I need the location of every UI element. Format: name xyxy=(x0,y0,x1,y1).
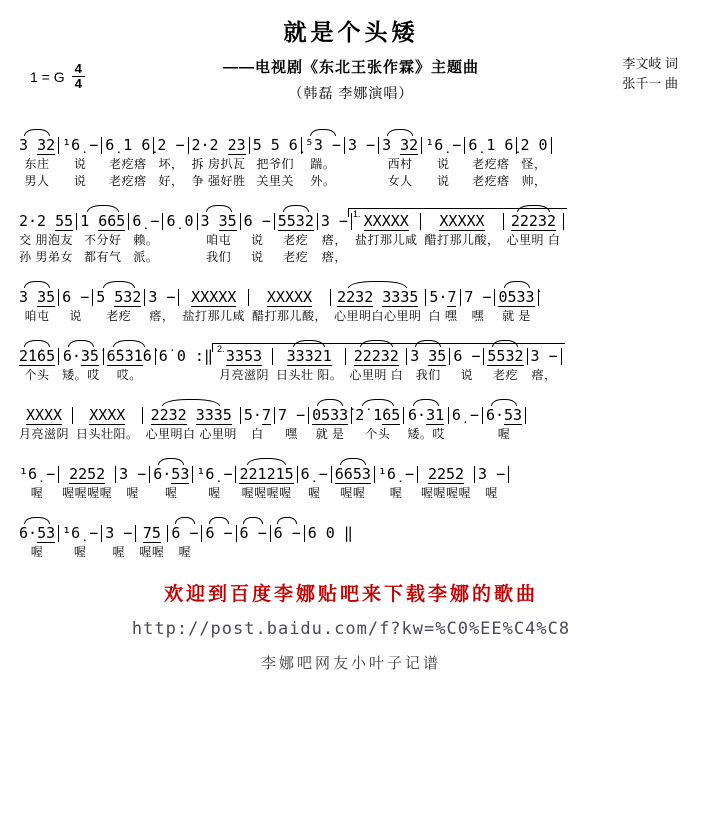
notes: 3 32 xyxy=(382,136,419,154)
measure xyxy=(404,405,448,443)
lyric-line-1: 老疙 xyxy=(106,309,132,323)
measure xyxy=(236,464,296,502)
measure xyxy=(102,523,135,561)
footer-credit: 李娜吧网友小叶子记谱 xyxy=(260,655,441,672)
notes: 5532 xyxy=(277,212,314,230)
lyric-line-1: 喔喔喔喔 xyxy=(62,486,113,500)
lyric-line-1: 喔 xyxy=(208,486,221,500)
notes: 2232 3335 xyxy=(337,288,419,306)
measure xyxy=(332,464,374,502)
lyric-line-2: 老疙 xyxy=(283,250,309,264)
measure xyxy=(426,287,461,325)
lyric-line-1: 说 xyxy=(460,368,474,382)
notes: 6 − xyxy=(453,347,481,365)
notes: 6̣ 0 xyxy=(166,212,194,230)
lyric-line-1: 怪， xyxy=(521,157,547,171)
lyric-line-1: 心里明 白 xyxy=(349,368,404,382)
notes: ¹6̣ − xyxy=(19,465,56,483)
lyric-line-1: 月亮滋阴 xyxy=(19,427,70,441)
lyricist: 李文岐 词 xyxy=(622,56,678,71)
notes: XXXXX xyxy=(439,212,485,230)
lyric-line-2: 帅， xyxy=(521,174,547,188)
notes: 2232 3335 xyxy=(150,406,232,424)
measure xyxy=(59,464,115,502)
barline xyxy=(538,289,539,306)
notes: 6·3̇5̇ xyxy=(62,347,99,365)
lyric-line-1: 喔 xyxy=(165,486,178,500)
measure xyxy=(216,346,272,384)
credits-block xyxy=(622,54,678,94)
notes: 6 − xyxy=(239,524,267,542)
lyric-line-1: 老疙瘩 xyxy=(109,157,147,171)
notes: 2 0 xyxy=(520,136,548,154)
lyric-line-2: 老疙瘩 xyxy=(109,174,147,188)
measure xyxy=(136,523,167,561)
measure xyxy=(346,346,406,384)
lyric-line-1: 说 xyxy=(436,157,450,171)
lyric-line-1: 东庄 xyxy=(24,157,50,171)
notes: 3 − xyxy=(105,524,133,542)
lyric-line-1: 喔 xyxy=(30,545,44,559)
measure xyxy=(483,405,525,443)
time-signature-denominator: 4 xyxy=(74,76,82,92)
lyric-line-1: 醋打那儿酸， xyxy=(251,309,327,323)
notes: 6·53 xyxy=(19,524,56,542)
lyric-line-1: 盐打那儿咸 xyxy=(354,233,418,247)
notes: 6̣ − xyxy=(451,406,479,424)
lyric-line-2: 争 强好胜 xyxy=(191,174,246,188)
lyric-line-1: 西村 xyxy=(387,157,413,171)
notes: 6̣ 1 6̣ xyxy=(468,136,514,154)
notes: 6 − xyxy=(62,288,90,306)
lyric-line-2: 老疙瘩 xyxy=(472,174,510,188)
measure xyxy=(271,523,304,561)
notes: 2 − xyxy=(157,136,185,154)
barline xyxy=(525,407,526,424)
measure xyxy=(143,405,240,443)
lyric-line-1: 拆 房扒瓦 xyxy=(191,157,246,171)
notes: XXXX xyxy=(25,406,63,424)
measure xyxy=(352,211,421,266)
measure xyxy=(150,464,192,502)
notes: ¹6̣ − xyxy=(62,524,99,542)
lyric-line-1: 心里明 白 xyxy=(506,233,561,247)
notes: ¹6̣ − xyxy=(62,136,99,154)
lyric-line-1: 日头壮阳。 xyxy=(76,427,139,441)
notes: 6·53 xyxy=(485,406,523,424)
lyric-line-2: 瘩， xyxy=(321,250,347,264)
measure xyxy=(379,135,421,190)
notes: XXXXX xyxy=(266,288,313,306)
lyric-line-1: 喔喔喔喔 xyxy=(241,486,292,500)
measure xyxy=(461,287,494,325)
lyric-line-2: 关里关 xyxy=(256,174,295,188)
lyric-line-1: 嘿 xyxy=(285,427,298,441)
notes: 3 35 xyxy=(410,347,447,365)
song-subtitle: ——电视剧《东北王张作霖》主题曲 xyxy=(222,59,479,76)
lyric-line-2: 男人 xyxy=(24,174,50,188)
notes: 2252 xyxy=(69,465,106,483)
measure xyxy=(129,211,162,266)
notes: 2̇ 1̇65 xyxy=(355,406,401,424)
lyric-line-1: 喔喔喔喔 xyxy=(421,486,472,500)
system-6 xyxy=(16,456,690,502)
measure xyxy=(241,211,274,266)
lyric-line-1: 盐打那儿咸 xyxy=(182,309,245,323)
lyric-line-1: 日头壮 阳。 xyxy=(276,368,343,382)
lyric-line-1: 心里明白心里明 xyxy=(334,309,422,323)
measure xyxy=(318,211,351,266)
lyric-line-2: 派。 xyxy=(133,250,159,264)
lyric-line-2: 好， xyxy=(158,174,184,188)
barline xyxy=(508,466,509,483)
lyric-line-1: 喔 xyxy=(178,545,192,559)
lyric-line-1: 咱屯 xyxy=(24,309,50,323)
measure xyxy=(154,135,187,190)
measure xyxy=(102,135,153,190)
lyric-line-1: 瘩， xyxy=(149,309,175,323)
measure xyxy=(273,346,345,384)
lyric-line-1: 月亮滋阴 xyxy=(218,368,269,382)
lyric-line-1: 喔 xyxy=(30,486,44,500)
system-4 xyxy=(16,338,690,384)
measure xyxy=(16,287,58,325)
measure xyxy=(302,135,344,190)
lyric-line-1: 喔 xyxy=(307,486,321,500)
measure xyxy=(163,211,196,266)
notes: 221215 xyxy=(239,465,294,483)
lyric-line-2: 都有气 xyxy=(84,250,122,264)
measure xyxy=(331,287,425,325)
lyric-line-1: 不分好 xyxy=(84,233,122,247)
lyric-line-1: 踹。 xyxy=(310,157,336,171)
measure xyxy=(16,464,58,502)
measure xyxy=(275,405,308,443)
notes: 3 − xyxy=(530,347,558,365)
measure xyxy=(198,211,240,266)
lyric-line-1: 矮。哎 xyxy=(62,368,100,382)
measure xyxy=(16,211,76,266)
measure xyxy=(421,211,502,266)
key-signature xyxy=(30,62,85,92)
notes: 3 − xyxy=(478,465,506,483)
measure xyxy=(475,464,508,502)
measure xyxy=(59,135,101,190)
lyric-line-1: 交 朋泡友 xyxy=(19,233,74,247)
measure xyxy=(418,464,474,502)
lyric-line-1: 个头 xyxy=(24,368,50,382)
lyric-line-1: 把爷们 xyxy=(256,157,295,171)
measure xyxy=(16,405,72,443)
lyric-line-1: 心里明白 心里明 xyxy=(145,427,237,441)
lyric-line-2: 说 xyxy=(436,174,450,188)
notes: 5 5 6̣ xyxy=(252,136,298,154)
barline xyxy=(561,348,562,365)
lyric-line-1: 我们 xyxy=(415,368,441,382)
lyric-line-1: 个头 xyxy=(365,427,391,441)
measure xyxy=(305,523,356,561)
measure xyxy=(104,346,155,384)
notes: 5 532 xyxy=(96,288,142,306)
measure xyxy=(352,405,403,443)
notes: 6 − xyxy=(243,212,271,230)
notes: 3 32 xyxy=(19,136,56,154)
lyric-line-1: 喔 xyxy=(126,486,139,500)
lyric-line-1: 喔 xyxy=(497,427,511,441)
measure xyxy=(449,405,482,443)
footer-url: http://post.baidu.com/f?kw=%C0%EE%C4%C8 xyxy=(131,619,571,639)
measure xyxy=(407,346,449,384)
lyric-line-1: 说 xyxy=(250,233,264,247)
notes: 5·7 xyxy=(243,406,271,424)
song-title: 就是个头矮 xyxy=(283,19,419,45)
ending-label: 2. xyxy=(216,344,225,354)
measure xyxy=(375,464,417,502)
measure xyxy=(517,135,550,190)
notes: 2̇1̇65 xyxy=(19,347,56,365)
footer-banner: 欢迎到百度李娜贴吧来下载李娜的歌曲 xyxy=(163,584,538,605)
notes: 3 − xyxy=(119,465,147,483)
notes: 7 − xyxy=(464,288,492,306)
notes: 3 − xyxy=(347,136,376,154)
notes: 6 − xyxy=(171,524,199,542)
lyric-line-1: 瘩， xyxy=(321,233,347,247)
lyric-line-1: 就 是 xyxy=(315,427,345,441)
notes: 5·7 xyxy=(429,288,457,306)
measure xyxy=(250,135,301,190)
ending-label: 1. xyxy=(352,209,361,219)
notes: 7 − xyxy=(277,406,306,424)
measure xyxy=(298,464,331,502)
lyric-line-2: 孙 男弟女 xyxy=(19,250,74,264)
measure xyxy=(59,346,103,384)
notes: XXXX xyxy=(89,406,126,424)
measure xyxy=(237,523,270,561)
notes: ¹6̣ − xyxy=(425,136,462,154)
notes: 6 − xyxy=(205,524,233,542)
system-5 xyxy=(16,397,690,443)
footer xyxy=(12,579,690,673)
notes: 3 35 xyxy=(19,288,56,306)
notes: 0533̇ xyxy=(498,288,535,306)
performers: （韩磊 李娜演唱） xyxy=(288,85,414,101)
lyric-line-1: 喔 xyxy=(389,486,403,500)
measure xyxy=(59,523,101,561)
time-signature-numerator: 4 xyxy=(72,62,85,77)
measure xyxy=(179,287,248,325)
measure xyxy=(193,464,235,502)
measure xyxy=(528,346,561,384)
measure xyxy=(145,287,178,325)
notes: 6̣ − xyxy=(132,212,160,230)
system-2 xyxy=(16,203,690,266)
measure xyxy=(116,464,149,502)
measure xyxy=(450,346,483,384)
measure xyxy=(73,405,142,443)
notes: 6̣ 1 6̣ xyxy=(105,136,151,154)
measure xyxy=(189,135,249,190)
lyric-line-1: 就 是 xyxy=(502,309,531,323)
lyric-line-1: 老疙 xyxy=(283,233,309,247)
lyric-line-2: 说 xyxy=(250,250,264,264)
notes: 33321 xyxy=(286,347,332,365)
measure xyxy=(59,287,92,325)
notes: 3 − xyxy=(148,288,176,306)
notes: 3353 xyxy=(225,347,263,365)
measure xyxy=(16,523,58,561)
lyric-line-1: 白 xyxy=(251,427,264,441)
system-1 xyxy=(16,127,690,190)
measure xyxy=(202,523,235,561)
notes: 2·2 55 xyxy=(19,212,74,230)
measure xyxy=(484,346,526,384)
notes: 3 − xyxy=(320,212,348,230)
measure xyxy=(241,405,274,443)
lyric-line-1: 坏， xyxy=(158,157,184,171)
lyric-line-1: 哎。 xyxy=(116,368,142,382)
measure xyxy=(93,287,144,325)
measure xyxy=(309,405,351,443)
time-signature xyxy=(72,62,85,92)
system-3 xyxy=(16,279,690,325)
notes: ⁵3 − xyxy=(304,136,341,154)
lyric-line-1: 瘩， xyxy=(531,368,557,382)
lyric-line-2: 女人 xyxy=(387,174,413,188)
lyric-line-1: 喔 xyxy=(485,486,498,500)
lyric-line-1: 赖。 xyxy=(133,233,159,247)
notes: 22232 xyxy=(510,212,556,230)
score xyxy=(12,127,690,561)
notes: 22232 xyxy=(353,347,399,365)
lyric-line-1: 白 嘿 xyxy=(428,309,458,323)
notes: 5532 xyxy=(487,347,524,365)
notes: 3 35 xyxy=(200,212,237,230)
lyric-line-1: 嘿 xyxy=(471,309,485,323)
notes: ¹6̣ − xyxy=(377,465,415,483)
measure xyxy=(156,346,216,384)
notes: 6̣ − xyxy=(300,465,328,483)
measure xyxy=(495,287,537,325)
notes: 6 0 ‖ xyxy=(307,524,353,542)
notes: 0533̇ xyxy=(312,406,349,424)
measure xyxy=(422,135,464,190)
notes: 6 − xyxy=(273,524,301,542)
notes: 6653 xyxy=(334,465,371,483)
lyric-line-1: 喔喔 xyxy=(139,545,165,559)
composer: 张千一 曲 xyxy=(622,76,678,92)
measure xyxy=(249,287,330,325)
lyric-line-1: 咱屯 xyxy=(206,233,232,247)
lyric-line-1: 说 xyxy=(69,309,82,323)
lyric-line-2: 我们 xyxy=(206,250,232,264)
lyric-line-1: 喔 xyxy=(112,545,126,559)
measure xyxy=(275,211,317,266)
lyric-line-1: 老疙 xyxy=(492,368,518,382)
measure xyxy=(504,211,564,266)
notes: ¹6̣ − xyxy=(196,465,233,483)
notes: 6·31 xyxy=(408,406,445,424)
key-label: 1 = G xyxy=(30,68,65,85)
measure xyxy=(16,346,58,384)
barline xyxy=(563,213,564,230)
measure xyxy=(168,523,201,561)
lyric-line-1: 说 xyxy=(73,157,87,171)
lyric-line-1: 醋打那儿酸， xyxy=(424,233,500,247)
lyric-line-1: 矮。哎 xyxy=(407,427,445,441)
notes: 2252 xyxy=(427,465,465,483)
notes: XXXXX xyxy=(191,288,237,306)
notes: XXXXX xyxy=(363,212,409,230)
notes: 1 665 xyxy=(80,212,126,230)
notes: 2·2 23 xyxy=(191,136,246,154)
notes: 6̇5̇3̇1̇6̇ xyxy=(106,347,152,365)
lyric-line-2: 说 xyxy=(73,174,87,188)
notes: 75 xyxy=(142,524,161,542)
measure xyxy=(345,135,378,190)
lyric-line-1: 老疙瘩 xyxy=(472,157,510,171)
system-7 xyxy=(16,515,690,561)
lyric-line-2: 外。 xyxy=(310,174,336,188)
measure xyxy=(465,135,516,190)
measure xyxy=(16,135,58,190)
measure xyxy=(77,211,128,266)
lyric-line-1: 喔喔 xyxy=(340,486,366,500)
notes: 6̇ 0 :‖ xyxy=(158,347,213,365)
barline xyxy=(551,137,552,154)
notes: 6·53 xyxy=(153,465,190,483)
lyric-line-1: 喔 xyxy=(73,545,87,559)
